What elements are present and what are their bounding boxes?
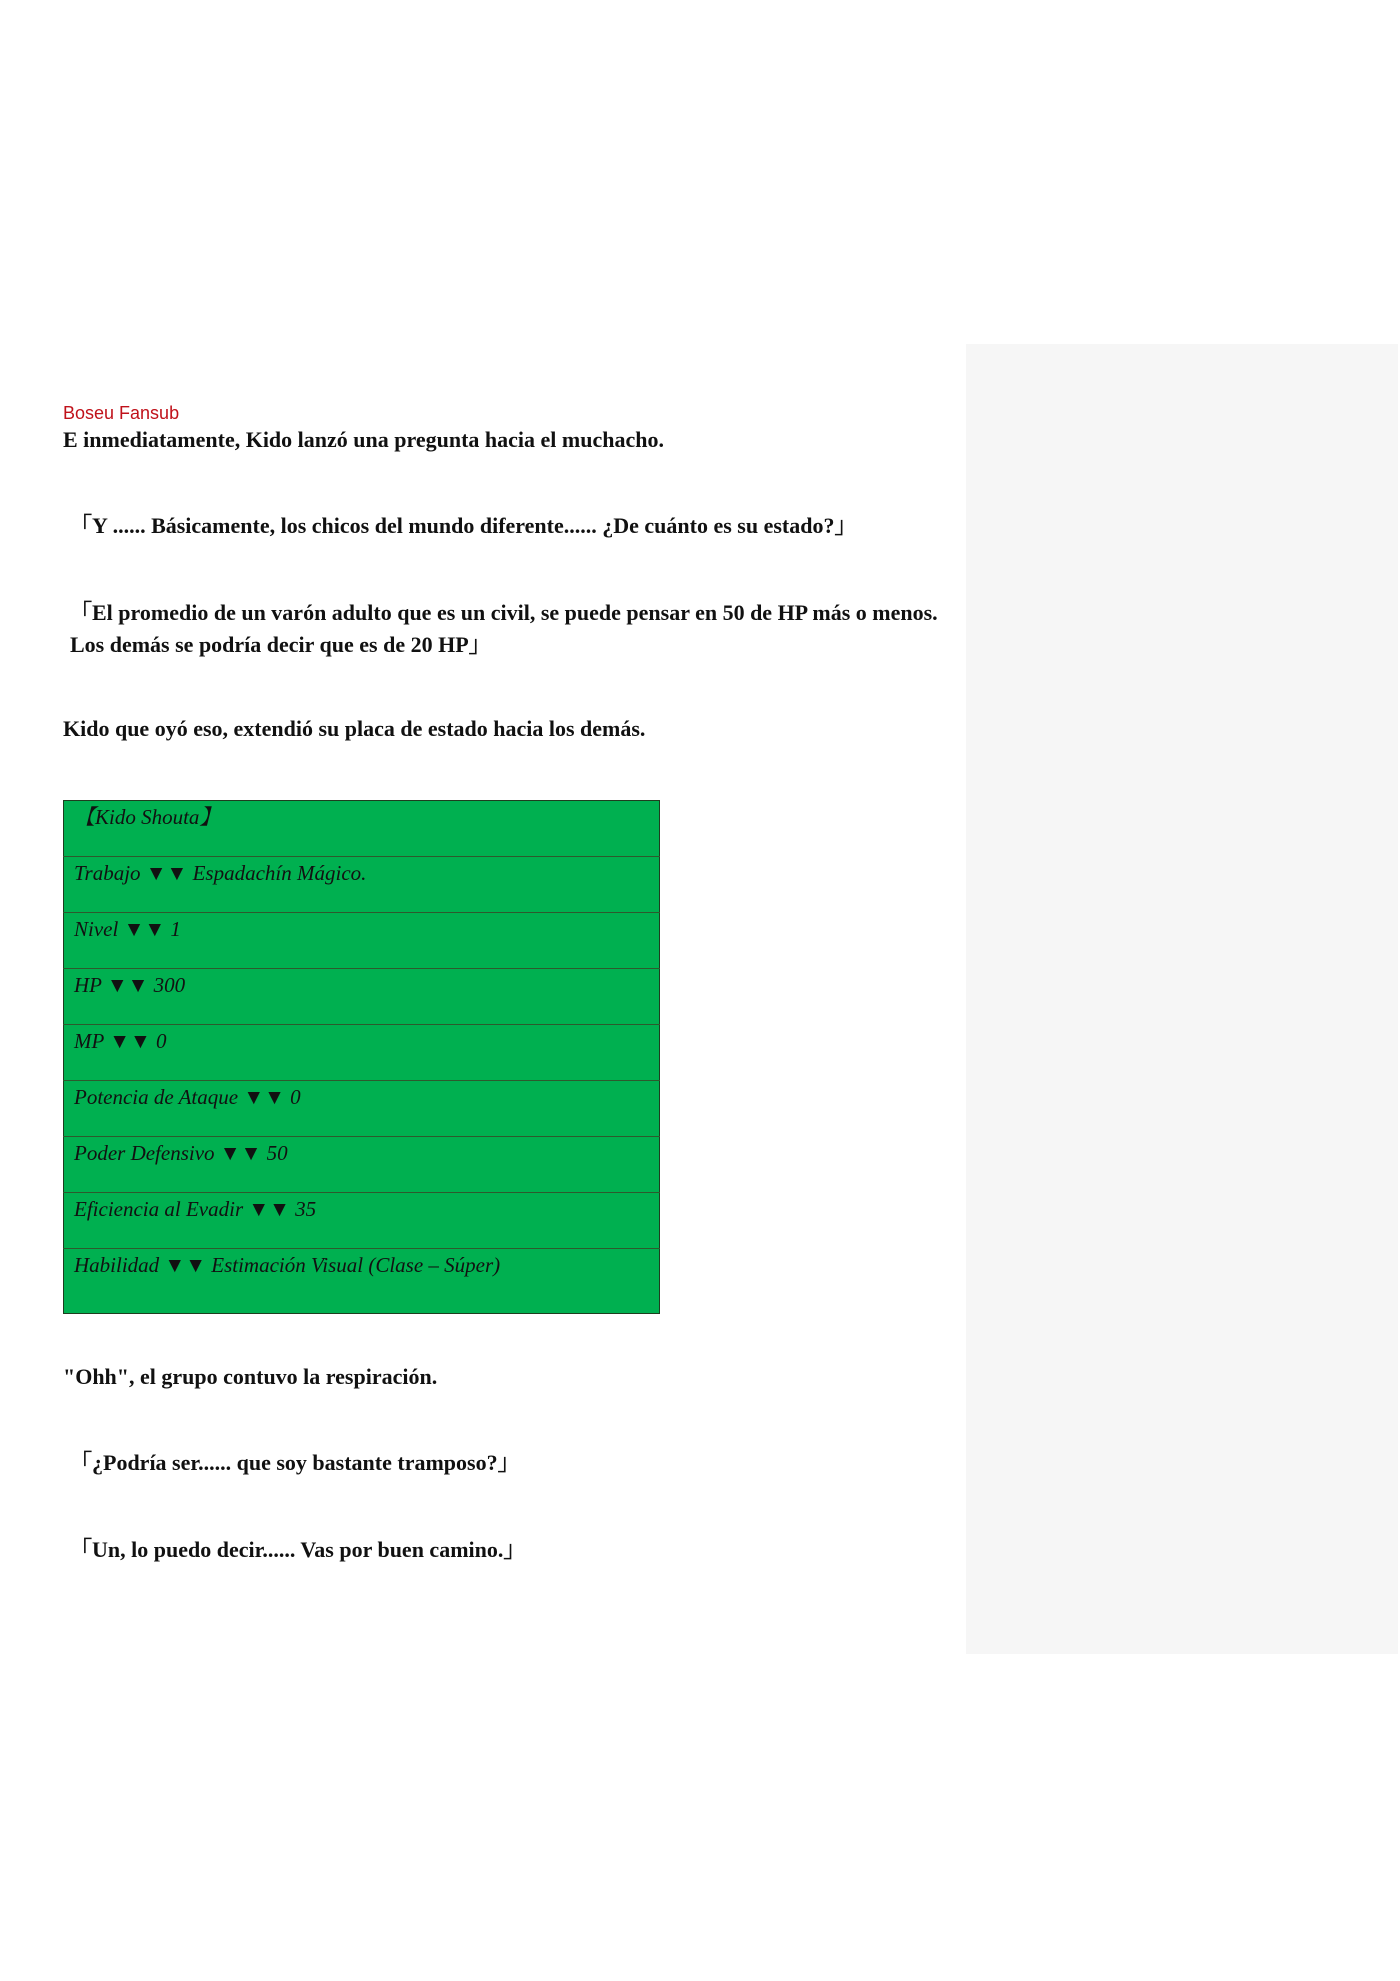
paragraph-6: 「¿Podría ser...... que soy bastante tramposo?」 xyxy=(70,1450,520,1475)
paragraph-1: E inmediatamente, Kido lanzó una pregunta hacia el muchacho. xyxy=(63,427,664,452)
status-skill: Habilidad ▼▼ Estimación Visual (Clase – Súper) xyxy=(74,1253,501,1277)
status-hp: HP ▼▼ 300 xyxy=(74,973,186,997)
paragraph-3: 「El promedio de un varón adulto que es un civil, se puede pensar en 50 de HP más o menos. Los demás se podría decir que es de 20 HP」 xyxy=(70,600,938,657)
status-name: 【Kido Shouta】 xyxy=(74,805,221,829)
status-defense: Poder Defensivo ▼▼ 50 xyxy=(74,1141,288,1165)
status-mp: MP ▼▼ 0 xyxy=(74,1029,167,1053)
paragraph-2: 「Y ...... Básicamente, los chicos del mundo diferente...... ¿De cuánto es su estado?」 xyxy=(70,513,857,538)
status-table xyxy=(63,800,660,1314)
status-level: Nivel ▼▼ 1 xyxy=(74,917,181,941)
status-evasion: Eficiencia al Evadir ▼▼ 35 xyxy=(74,1197,317,1221)
table-row xyxy=(64,913,660,969)
table-row xyxy=(64,969,660,1025)
table-row xyxy=(64,1249,660,1314)
table-row xyxy=(64,801,660,857)
table-row xyxy=(64,1025,660,1081)
paragraph-7: 「Un, lo puedo decir...... Vas por buen camino.」 xyxy=(70,1537,526,1562)
table-row xyxy=(64,1081,660,1137)
table-row xyxy=(64,857,660,913)
status-attack: Potencia de Ataque ▼▼ 0 xyxy=(74,1085,301,1109)
paragraph-4: Kido que oyó eso, extendió su placa de estado hacia los demás. xyxy=(63,716,646,741)
status-job: Trabajo ▼▼ Espadachín Mágico. xyxy=(74,861,367,885)
table-row xyxy=(64,1193,660,1249)
brand-label: Boseu Fansub xyxy=(63,403,180,423)
table-row xyxy=(64,1137,660,1193)
paragraph-5: "Ohh", el grupo contuvo la respiración. xyxy=(63,1364,438,1389)
side-panel xyxy=(966,344,1398,1654)
